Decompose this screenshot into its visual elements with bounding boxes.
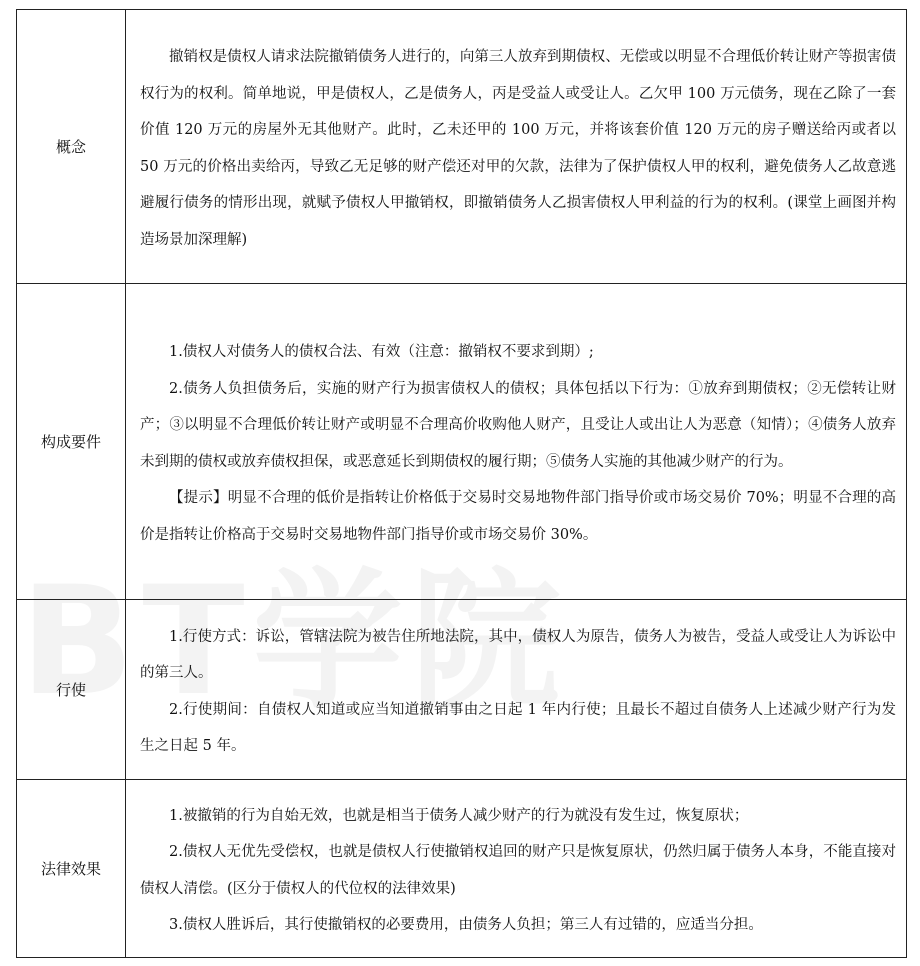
row-content (126, 780, 907, 958)
row-label: 概念 (17, 10, 126, 284)
row-content (126, 10, 907, 284)
paragraph: 【提示】明显不合理的低价是指转让价格低于交易时交易地物件部门指导价或市场交易价 70%；明显不合理的高价是指转让价格高于交易时交易地物件部门指导价或市场交易价 30%。 (140, 490, 896, 543)
table-row-legal-effect (17, 780, 907, 958)
table-row-exercise (17, 600, 907, 780)
row-content (126, 284, 907, 600)
paragraph: 撤销权是债权人请求法院撤销债务人进行的，向第三人放弃到期债权、无偿或以明显不合理低价转让财产等损害债权行为的权利。简单地说，甲是债权人，乙是债务人，丙是受益人或受让人。乙欠甲 100 万元债务，现在乙除了一套价值 120 万元的房屋外无其他财产。此时，乙未还甲的 100 万元，并将该套价值 120 万元的房子赠送给丙或者以 50 万元的价格出卖给丙，导致乙无足够的财产偿还对甲的欠款，法律为了保护债权人甲的权利，避免债务人乙故意逃避履行债务的情形出现，就赋予债权人甲撤销权，即撤销债务人乙损害债权人甲利益的行为的权利。(课堂上画图并构造场景加深理解) (140, 49, 896, 248)
table-row-concept (17, 10, 907, 284)
row-label: 行使 (17, 600, 126, 780)
paragraph: 2.债权人无优先受偿权，也就是债权人行使撤销权追回的财产只是恢复原状，仍然归属于债务人本身，不能直接对债权人清偿。(区分于债权人的代位权的法律效果) (140, 844, 896, 897)
paragraph: 1.行使方式：诉讼，管辖法院为被告住所地法院，其中，债权人为原告，债务人为被告，受益人或受让人为诉讼中的第三人。 (140, 628, 896, 681)
paragraph: 1.被撤销的行为自始无效，也就是相当于债务人减少财产的行为就没有发生过，恢复原状； (169, 807, 749, 824)
rescission-right-table (16, 9, 907, 958)
paragraph: 3.债权人胜诉后，其行使撤销权的必要费用，由债务人负担；第三人有过错的，应适当分担。 (169, 917, 763, 933)
row-content (126, 600, 907, 780)
row-label: 法律效果 (17, 780, 126, 958)
paragraph: 2.行使期间：自债权人知道或应当知道撤销事由之日起 1 年内行使；且最长不超过自债务人上述减少财产行为发生之日起 5 年。 (140, 701, 896, 754)
table-row-elements (17, 284, 907, 600)
row-label: 构成要件 (17, 284, 126, 600)
paragraph: 1.债权人对债务人的债权合法、有效（注意：撤销权不要求到期）; (169, 344, 594, 360)
paragraph: 2.债务人负担债务后，实施的财产行为损害债权人的债权；具体包括以下行为：①放弃到期债权；②无偿转让财产；③以明显不合理低价转让财产或明显不合理高价收购他人财产，且受让人或出让人为恶意（知情）；④债务人放弃未到期的债权或放弃债权担保，或恶意延长到期债权的履行期；⑤债务人实施的其他减少财产的行为。 (140, 380, 896, 470)
